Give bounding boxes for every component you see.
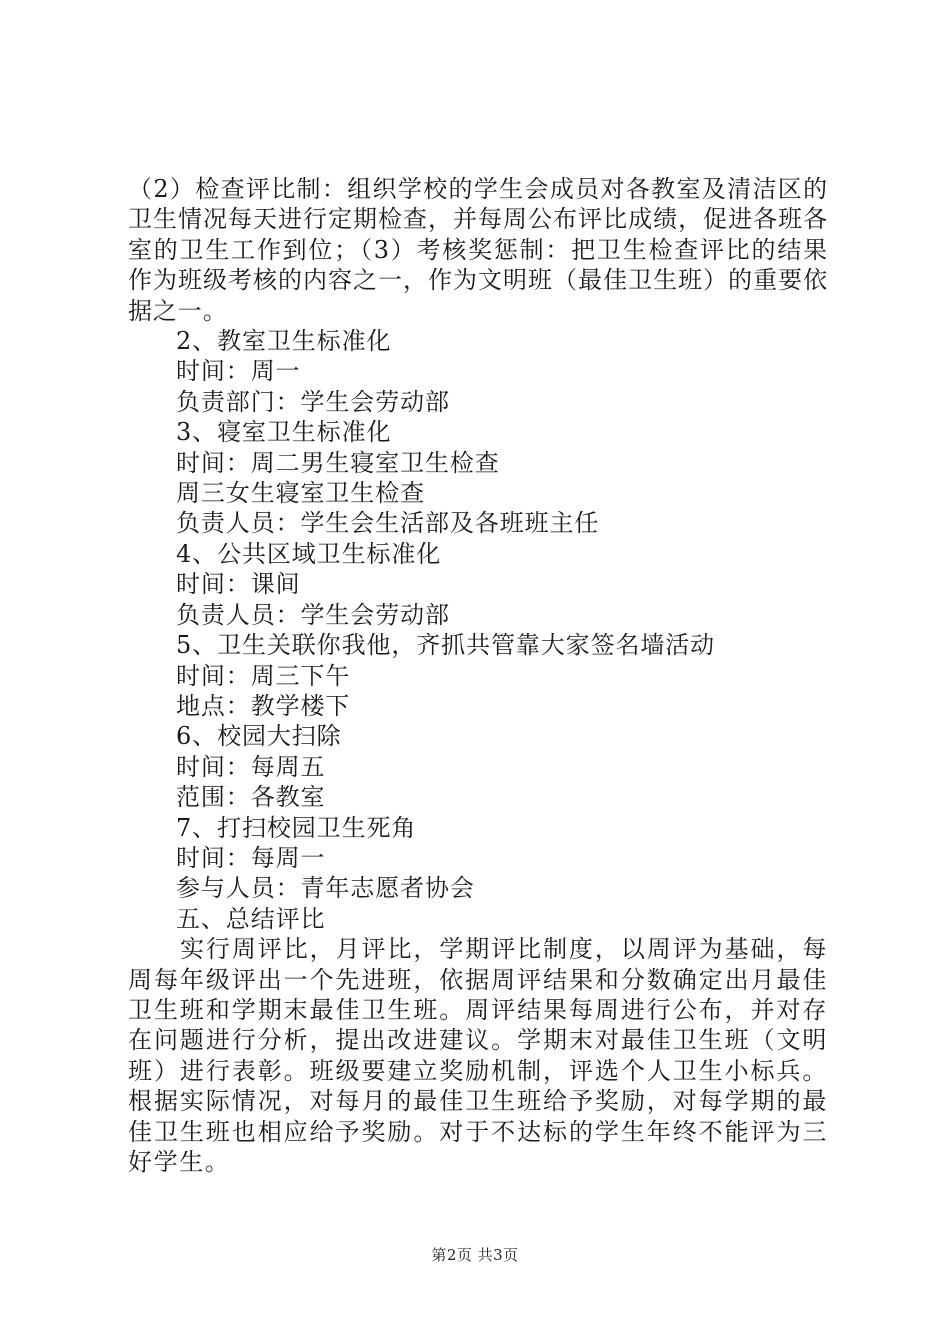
detail-line: 范围：各教室 [176,783,326,812]
detail-line: 时间：课间 [176,570,301,599]
closing-paragraph: 实行周评比，月评比，学期评比制度，以周评为基础，每周每年级评出一个先进班，依据周评结果和分数确定出月最佳卫生班和学期末最佳卫生班。周评结果每周进行公布，并对存在问题进行分析，提出改进建议。学期末对最佳卫生班（文明班）进行表彰。班级要建立奖励机制，评选个人卫生小标兵。根据实际情况，对每月的最佳卫生班给予奖励，对每学期的最佳卫生班也相应给予奖励。对于不达标的学生年终不能评为三好学生。 [128,935,828,1176]
detail-line: 时间：每周五 [176,752,326,781]
detail-line: 参与人员：青年志愿者协会 [176,874,475,903]
detail-line: 负责人员：学生会生活部及各班班主任 [176,509,600,538]
section-heading-dormitory: 3、寝室卫生标准化 [176,418,392,447]
section-heading-summary: 五、总结评比 [176,904,326,933]
page-footer: 第2页 共3页 [431,1246,519,1264]
section-heading-signature-wall: 5、卫生关联你我他，齐抓共管靠大家签名墙活动 [176,631,716,660]
section-heading-public-area: 4、公共区域卫生标准化 [176,539,442,568]
section-heading-dead-corners: 7、打扫校园卫生死角 [176,813,417,842]
section-heading-campus-cleaning: 6、校园大扫除 [176,722,342,751]
section-heading-classroom: 2、教室卫生标准化 [176,327,392,356]
detail-line: 地点：教学楼下 [176,691,351,720]
detail-line: 时间：周一 [176,357,301,386]
detail-line: 负责人员：学生会劳动部 [176,600,450,629]
detail-line: 负责部门：学生会劳动部 [176,387,450,416]
opening-paragraph: （2）检查评比制：组织学校的学生会成员对各教室及清洁区的卫生情况每天进行定期检查，并每周公布评比成绩，促进各班各室的卫生工作到位；（3）考核奖惩制：把卫生检查评比的结果作为班级考核的内容之一，作为文明班（最佳卫生班）的重要依据之一。 [128,175,828,325]
document-body [128,174,828,1177]
detail-line: 周三女生寝室卫生检查 [176,479,425,508]
detail-line: 时间：周二男生寝室卫生检查 [176,448,500,477]
detail-line: 时间：周三下午 [176,661,351,690]
detail-line: 时间：每周一 [176,843,326,872]
